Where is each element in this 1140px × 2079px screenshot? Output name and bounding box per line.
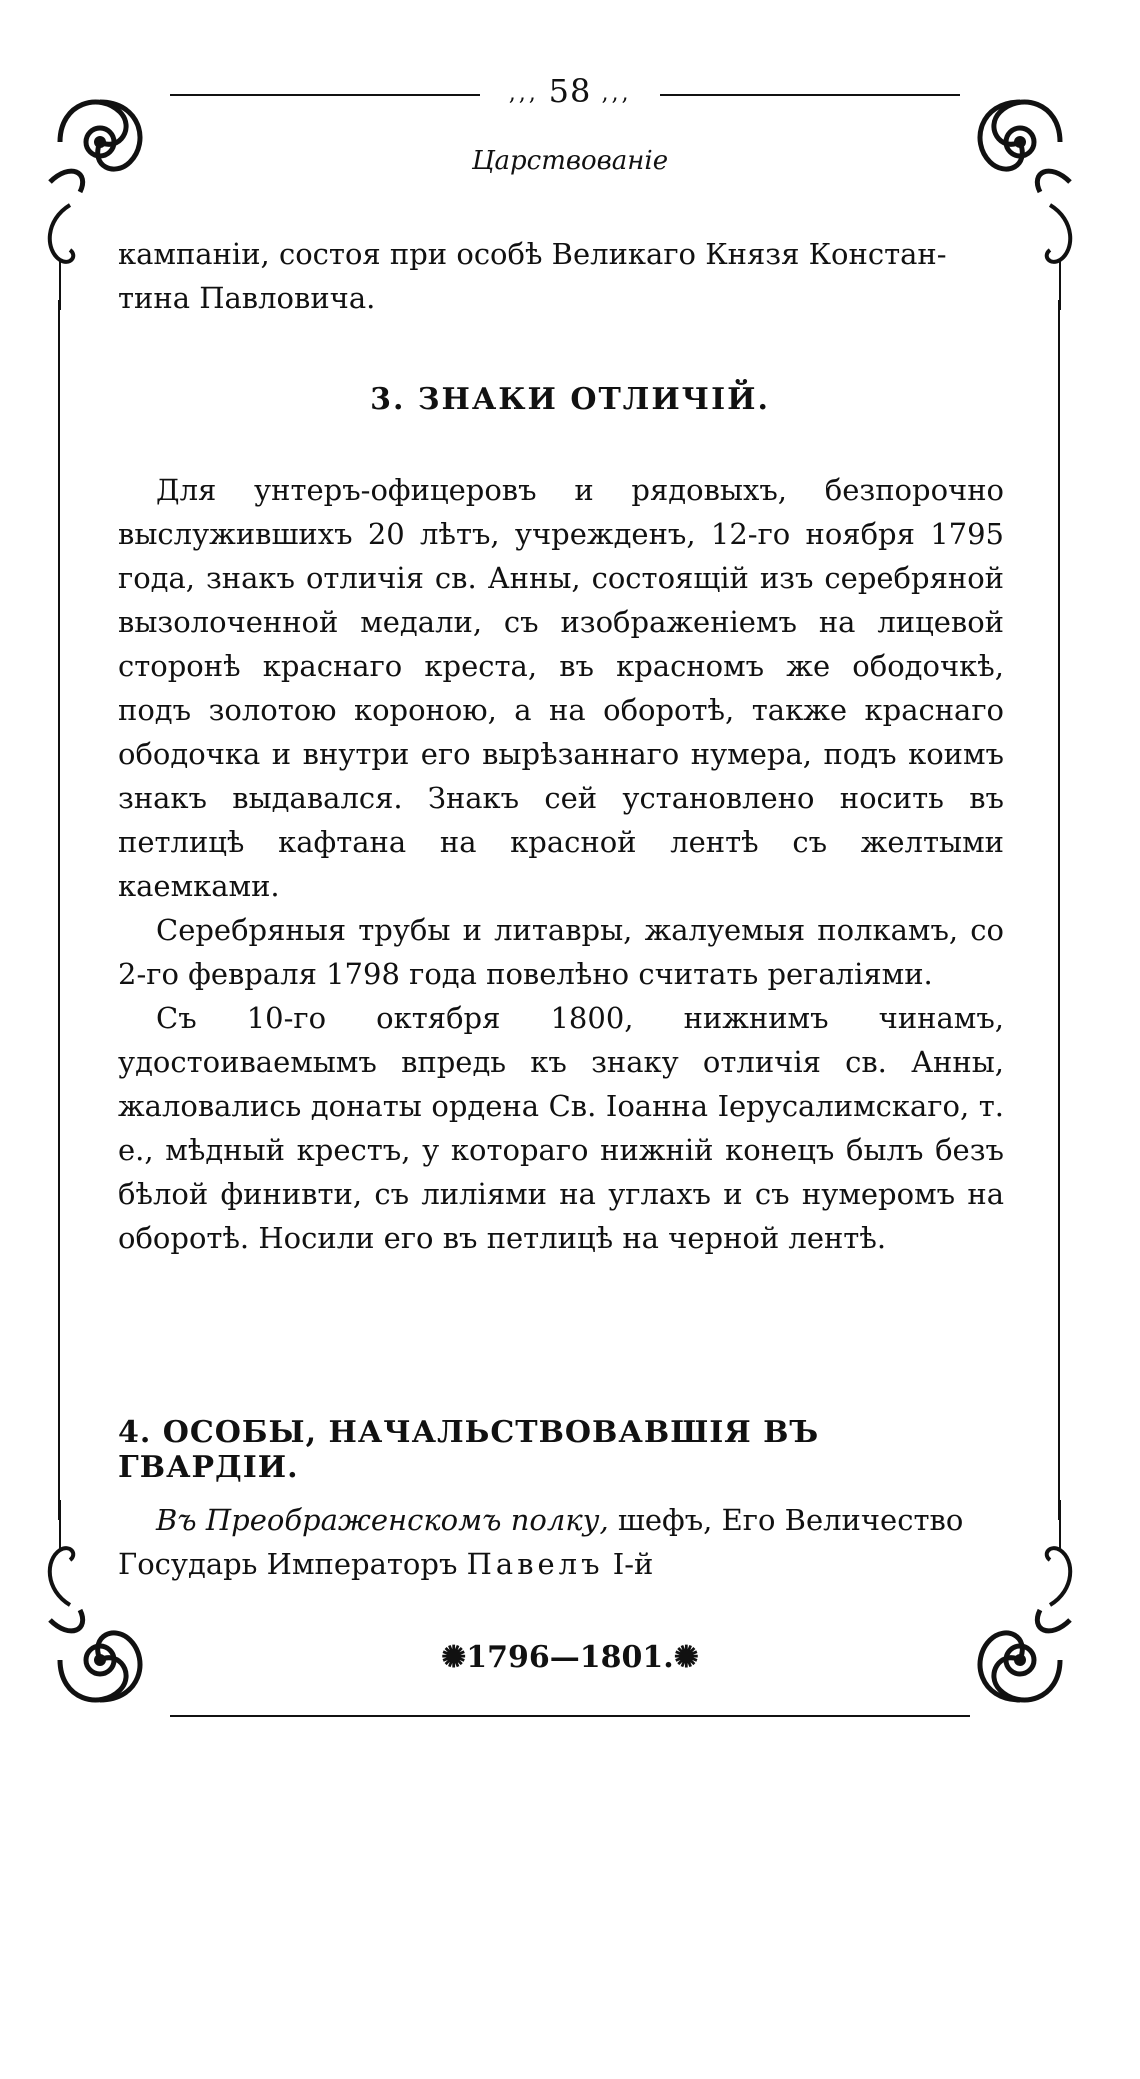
paragraph-2: Серебряныя трубы и литавры, жалуемыя полкамъ, со 2-го февраля 1798 года повелѣно считать регаліями. [118, 913, 1004, 991]
scroll-left-bottom-icon [40, 1500, 90, 1610]
section-3-title: 3. ЗНАКИ ОТЛИЧІЙ. [370, 382, 770, 417]
paragraph-1: Для унтеръ-офицеровъ и рядовыхъ, безпорочно выслужившихъ 20 лѣтъ, учрежденъ, 12-го ноября 1795 года, знакъ отличія св. Анны, состоящій изъ серебряной вызолоченной медали, съ изображеніемъ на лицевой сторонѣ краснаго креста, въ красномъ же ободочкѣ, подъ золотою короною, а на оборотѣ, также краснаго ободочка и внутри его вырѣзаннаго нумера, подъ коимъ знакъ выдавался. Знакъ сей установлено носить въ петлицѣ кафтана на красной лентѣ съ желтыми каемками. [118, 473, 1004, 903]
continuation-text [118, 232, 1004, 320]
emperor-title: Государь Императоръ [118, 1547, 467, 1581]
reign-years [0, 1640, 1140, 1675]
scroll-right-top-icon [1030, 200, 1080, 310]
scroll-left-top-icon [40, 200, 90, 310]
chief-title: шефъ, Его Величество [608, 1503, 964, 1537]
paragraph-4-line-2 [118, 1542, 1004, 1586]
reign-years-text: 1796—1801. [466, 1640, 674, 1675]
frame-right-line [1058, 300, 1060, 1520]
running-head: Царствованіе [471, 146, 669, 176]
paragraph-4-line-1 [118, 1498, 1004, 1542]
scroll-right-bottom-icon [1030, 1500, 1080, 1610]
star-left-icon: ✺ [441, 1640, 467, 1675]
frame-bottom-line [170, 1715, 970, 1717]
paragraph-3: Съ 10-го октября 1800, нижнимъ чинамъ, удостоиваемымъ впредь къ знаку отличія св. Анны, жаловались донаты ордена Св. Іоанна Іерусалимскаго, т. е., мѣдный крестъ, у котораго нижній конецъ былъ безъ бѣлой финивти, съ лиліями на углахъ и съ нумеромъ на оборотѣ. Носили его въ петлицѣ на черной лентѣ. [118, 1001, 1004, 1255]
emperor-numeral: І-й [603, 1547, 654, 1581]
section-4-title: 4. ОСОБЫ, НАЧАЛЬСТВОВАВШІЯ ВЪ ГВАРДІИ. [118, 1415, 820, 1485]
continuation-line-2: тина Павловича. [118, 281, 376, 315]
regiment-name: Въ Преображенскомъ полку, [156, 1503, 609, 1537]
continuation-line-1: кампаніи, состоя при особѣ Великаго Князя Констан- [118, 237, 947, 271]
star-right-icon: ✺ [673, 1640, 699, 1675]
page-number-value: 58 [548, 72, 592, 110]
page-number [0, 72, 1140, 110]
section-3-body [118, 468, 1004, 1260]
frame-left-line [58, 300, 60, 1520]
emperor-name: Павелъ [466, 1547, 604, 1581]
dash-ornament-right: ‚‚‚ [591, 81, 632, 106]
section-4-body [118, 1498, 1004, 1586]
dash-ornament-left: ‚‚‚ [508, 81, 549, 106]
